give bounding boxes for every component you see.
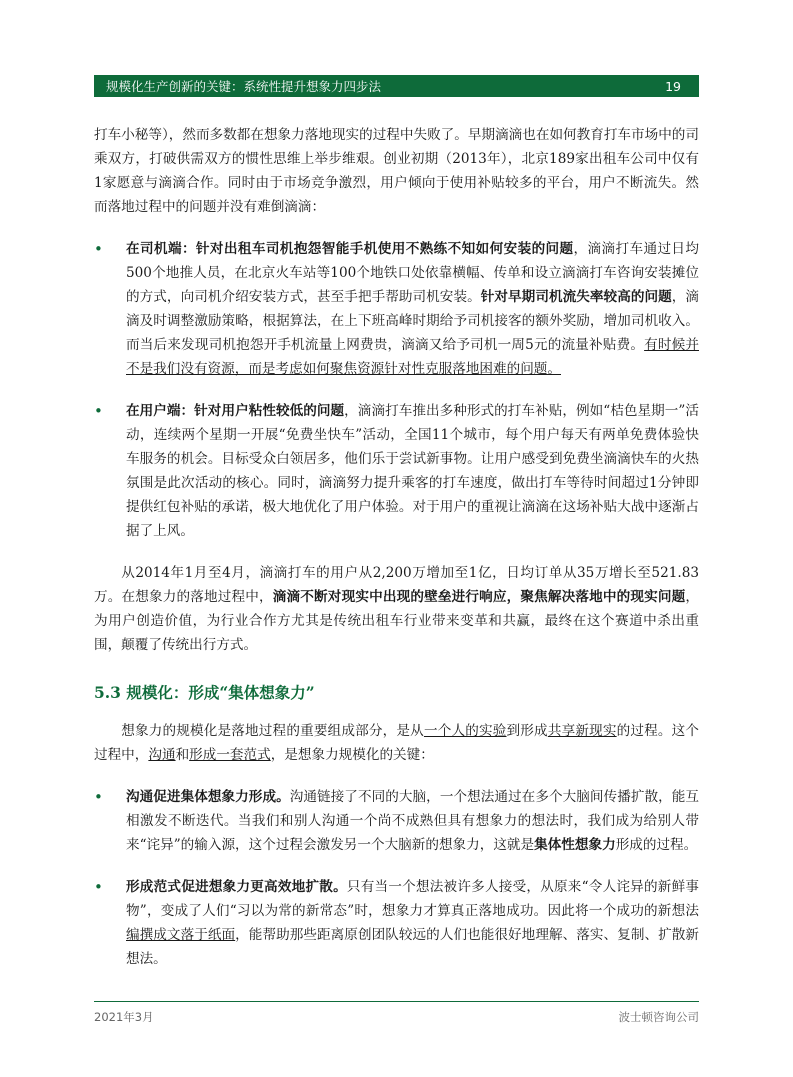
- section-heading: 5.3 规模化：形成“集体想象力”: [94, 683, 315, 702]
- user-side-text: ，滴滴打车推出多种形式的打车补贴，例如“桔色星期一”活动，连续两个星期一开展“免费坐快车”活动，全国11个城市，每个用户每天有两单免费体验快车服务的机会。目标受众白领居多，他们乐于尝试新事物。让用户感受到免费坐滴滴快车的火热氛围是此次活动的核心。同时，滴滴努力提升乘客的打车速度，做出打车等待时间超过1分钟即提供红包补贴的承诺，极大地优化了用户体验。对于用户的重视让滴滴在这场补贴大战中逐渐占据了上风。: [126, 403, 699, 539]
- scale-text-4: 和: [175, 747, 190, 763]
- paradigm-text: 只有当一个想法被许多人接受，从原来“令人诧异的新鲜事物”，变成了人们“习以为常的新常态”时，想象力才算真正落地成功。因此将一个成功的新想法: [126, 879, 700, 919]
- page-number: 19: [665, 78, 681, 94]
- user-side-lead: 在用户端：针对用户粘性较低的问题: [126, 403, 345, 419]
- communication-bold: 集体性想象力: [534, 837, 616, 853]
- driver-side-text: ，滴滴打车通过日均500个地推人员，在北京火车站等100个地铁口处依靠横幅、传单和设立滴滴打车咨询安装摊位的方式，向司机介绍安装方式，甚至手把手帮助司机安装。: [126, 241, 700, 305]
- driver-side-bold: 针对早期司机流失率较高的问题: [480, 289, 672, 305]
- main-content: [94, 123, 699, 971]
- footer-company: 波士顿咨询公司: [618, 1010, 699, 1024]
- paradigm-underlined: 编撰成文落于纸面: [126, 927, 236, 943]
- paragraph-scale: [94, 719, 699, 767]
- paragraph-intro: 打车小秘等），然而多数都在想象力落地现实的过程中失败了。早期滴滴也在如何教育打车市场中的司乘双方，打破供需双方的惯性思维上举步维艰。创业初期（2013年），北京189家出租车公司中仅有1家愿意与滴滴合作。同时由于市场竞争激烈，用户倾向于使用补贴较多的平台，用户不断流失。然而落地过程中的问题并没有难倒滴滴：: [94, 127, 699, 215]
- scale-underline-4: 形成一套范式: [189, 747, 271, 763]
- scale-text-5: ，是想象力规模化的关键：: [270, 747, 434, 763]
- driver-side-lead: 在司机端：针对出租车司机抱怨智能手机使用不熟练不知如何安装的问题: [126, 241, 574, 257]
- scale-underline-1: 一个人的实验: [423, 723, 507, 739]
- bullet-dot-icon: •: [94, 788, 103, 806]
- paradigm-lead: 形成范式促进想象力更高效地扩散。: [126, 879, 347, 895]
- driver-side-underlined: 有时候并不是我们没有资源，而是考虑如何聚焦资源针对性克服落地困难的问题。: [126, 337, 699, 377]
- scale-text-3: 的过程。这个过程中，: [94, 723, 700, 763]
- scale-text-2: 到形成: [506, 723, 548, 739]
- growth-bold: 滴滴不断对现实中出现的壁垒进行响应，聚焦解决落地中的现实问题: [272, 589, 686, 605]
- bullet-dot-icon: •: [94, 878, 103, 896]
- paradigm-text-2: ，能帮助那些距离原创团队较远的人们也能很好地理解、落实、复制、扩散新想法。: [126, 927, 700, 967]
- scale-underline-3: 沟通: [148, 747, 176, 763]
- page-header: [94, 75, 699, 97]
- footer-date: 2021年3月: [94, 1010, 154, 1024]
- growth-text: 从2014年1月至4月，滴滴打车的用户从2,200万增加至1亿，日均订单从35万增长至521.83万。在想象力的落地过程中，: [94, 565, 699, 605]
- driver-side-text-2: ，滴滴及时调整激励策略，根据算法，在上下班高峰时期给予司机接客的额外奖励，增加司机收入。而当后来发现司机抱怨开手机流量上网费贵，滴滴又给予司机一周5元的流量补贴费。: [126, 289, 700, 353]
- communication-text: 沟通链接了不同的大脑，一个想法通过在多个大脑间传播扩散，能互相激发不断迭代。当我们和别人沟通一个尚不成熟但具有想象力的想法时，我们成为给别人带来“诧异”的输入源，这个过程会激发另一个大脑新的想象力，这就是: [126, 789, 700, 853]
- page-footer: [94, 1001, 699, 1025]
- communication-text-2: 形成的过程。: [615, 837, 698, 853]
- bullet-driver-side: [94, 237, 699, 381]
- bullet-dot-icon: •: [94, 240, 103, 258]
- scale-text-1: 想象力的规模化是落地过程的重要组成部分，是从: [121, 723, 424, 739]
- header-title: 规模化生产创新的关键：系统性提升想象力四步法: [106, 79, 382, 94]
- paragraph-growth: [94, 561, 699, 657]
- bullet-communication: [94, 785, 699, 857]
- bullet-dot-icon: •: [94, 402, 103, 420]
- communication-lead: 沟通促进集体想象力形成。: [126, 789, 290, 805]
- growth-text-2: ，为用户创造价值，为行业合作方尤其是传统出租车行业带来变革和共赢，最终在这个赛道中杀出重围，颠覆了传统出行方式。: [94, 589, 699, 653]
- bullet-user-side: [94, 399, 699, 543]
- bullet-paradigm: [94, 875, 699, 971]
- scale-underline-2: 共享新现实: [547, 723, 617, 739]
